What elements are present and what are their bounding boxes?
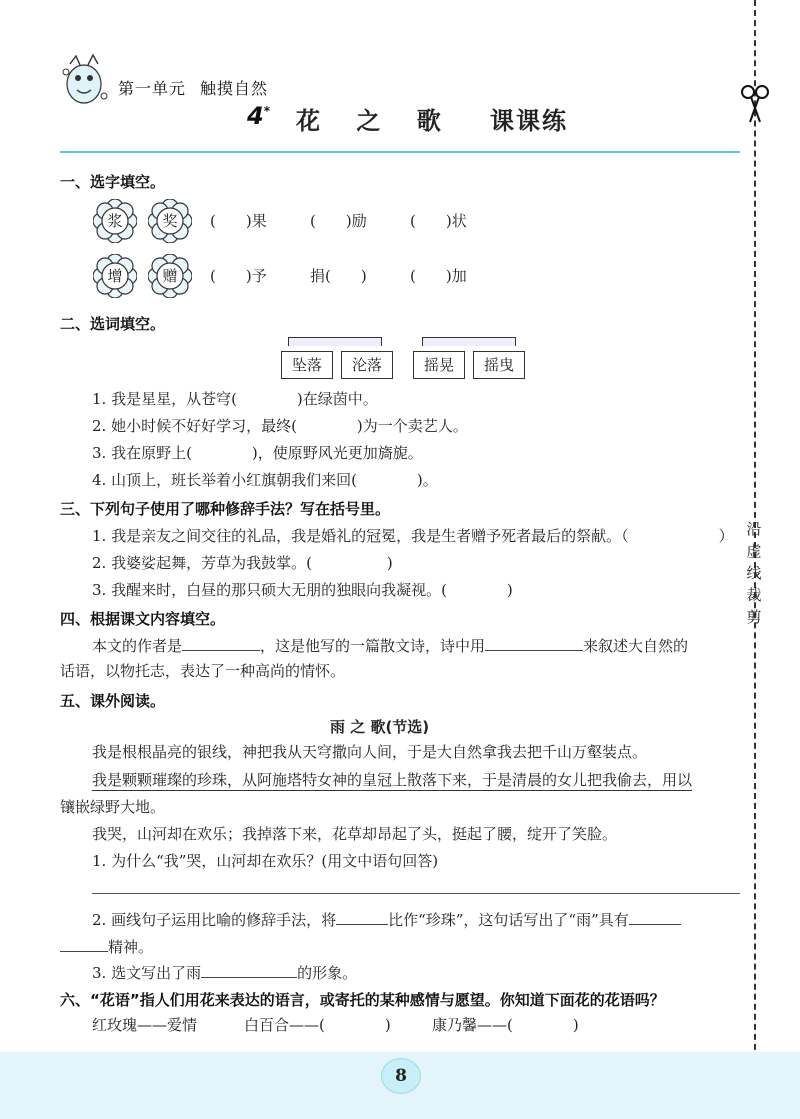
s1-row1-item-3[interactable]: ( )状 [410, 212, 467, 230]
s4-text-c: 来叙述大自然的 [583, 637, 689, 655]
s1-row2-item-2[interactable]: 捐( ) [310, 267, 367, 285]
answer-line[interactable] [92, 893, 740, 894]
flower-char-3 [93, 254, 137, 298]
unit-label [118, 76, 268, 99]
reading-p2-underlined: 我是颗颗璀璨的珍珠，从阿施塔特女神的皇冠上散落下来，于是清晨的女儿把我偷去，用以 [92, 771, 693, 789]
s3-question-2[interactable]: 2. 我婆娑起舞，芳草为我鼓掌。( ) [92, 554, 393, 572]
s5-question-2 [92, 908, 681, 930]
s5-question-1: 1. 为什么“我”哭，山河却在欢乐？(用文中语句回答) [92, 852, 439, 870]
flower-language-lily[interactable]: 白百合——( ) [244, 1016, 391, 1034]
word-card-clip-2 [422, 337, 516, 346]
section-1-title: 一、选字填空。 [60, 173, 166, 191]
word-card-4: 摇曳 [473, 351, 525, 379]
flower-language-carnation[interactable]: 康乃馨——( ) [432, 1016, 579, 1034]
s4-text-b: ，这是他写的一篇散文诗，诗中用 [260, 637, 486, 655]
s3-question-1[interactable]: 1. 我是亲友之间交往的礼品，我是婚礼的冠冕，我是生者赠予死者最后的祭献。（ ） [92, 527, 734, 545]
lesson-title: 花 之 歌 [296, 107, 455, 135]
s5-q3-text-b: 的形象。 [297, 964, 358, 982]
flower-language-rose: 红玫瑰——爱情 [92, 1016, 198, 1034]
s4-text-a: 本文的作者是 [92, 637, 183, 655]
flower-char-1-text: 浆 [107, 212, 123, 230]
reading-paragraph-2 [92, 770, 692, 790]
s5-question-3 [92, 961, 357, 983]
section-6-title: 六、“花语”指人们用花来表达的语言，或寄托的某种感情与愿望。你知道下面花的花语吗？ [60, 991, 665, 1009]
flower-char-2-text: 奖 [162, 212, 178, 230]
author-blank[interactable] [182, 634, 260, 651]
s5-question-2-cont [60, 935, 153, 957]
metaphor-blank[interactable] [336, 908, 388, 925]
s1-row2-item-3[interactable]: ( )加 [410, 267, 467, 285]
section-2-title: 二、选词填空。 [60, 315, 166, 333]
scissors-icon [740, 84, 770, 124]
mascot-illustration [58, 52, 110, 108]
lesson-mark: * [263, 104, 270, 118]
reading-paragraph-1: 我是根根晶亮的银线，神把我从天穹撒向人间，于是大自然拿我去把千山万壑装点。 [92, 743, 648, 761]
section-3-title: 三、下列句子使用了哪种修辞手法？写在括号里。 [60, 500, 391, 518]
flower-char-4-text: 赠 [162, 267, 178, 285]
spirit-blank-1[interactable] [629, 908, 681, 925]
lesson-number [247, 102, 270, 130]
unit-theme: 触摸自然 [200, 79, 269, 98]
section-5-title: 五、课外阅读。 [60, 692, 166, 710]
s5-q3-text-a: 3. 选文写出了雨 [92, 964, 202, 982]
s5-q2-text-c: 精神。 [108, 938, 154, 956]
s5-q2-text-a: 2. 画线句子运用比喻的修辞手法，将 [92, 911, 337, 929]
underlined-sentence [92, 771, 692, 791]
word-card-2: 沦落 [341, 351, 393, 379]
word-card-clip-1 [288, 337, 382, 346]
flower-char-1 [93, 199, 137, 243]
spirit-blank-2[interactable] [60, 935, 108, 952]
flower-char-3-text: 增 [107, 267, 123, 285]
s5-q2-text-b: 比作“珍珠”，这句话写出了“雨”具有 [388, 911, 629, 929]
word-card-3: 摇晃 [413, 351, 465, 379]
reading-title: 雨 之 歌(节选) [330, 718, 430, 736]
flower-char-2 [148, 199, 192, 243]
person-blank[interactable] [485, 634, 583, 651]
s2-question-2[interactable]: 2. 她小时候不好好学习，最终( )为一个卖艺人。 [92, 417, 468, 435]
word-card-1: 坠落 [281, 351, 333, 379]
unit-number: 第一单元 [118, 79, 187, 98]
practice-label: 课课练 [490, 107, 568, 135]
lesson-number-value: 4 [247, 102, 264, 130]
page-number: 8 [381, 1058, 421, 1094]
image-blank[interactable] [201, 961, 297, 978]
reading-paragraph-2-cont: 镶嵌绿野大地。 [60, 798, 166, 816]
cut-note: 沿虚线裁剪 [746, 520, 762, 626]
s4-line-1 [92, 634, 688, 656]
section-4-title: 四、根据课文内容填空。 [60, 610, 226, 628]
s1-row1-item-2[interactable]: ( )励 [310, 212, 367, 230]
flower-char-4 [148, 254, 192, 298]
s2-question-4[interactable]: 4. 山顶上，班长举着小红旗朝我们来回( )。 [92, 471, 438, 489]
s1-row1-item-1[interactable]: ( )果 [210, 212, 267, 230]
reading-paragraph-3: 我哭，山河却在欢乐；我掉落下来，花草却昂起了头，挺起了腰，绽开了笑脸。 [92, 825, 618, 843]
s4-line-2: 话语，以物托志，表达了一种高尚的情怀。 [60, 662, 346, 680]
s1-row2-item-1[interactable]: ( )予 [210, 267, 267, 285]
s2-question-3[interactable]: 3. 我在原野上( )，使原野风光更加旖旎。 [92, 444, 423, 462]
header-divider [60, 151, 740, 153]
s3-question-3[interactable]: 3. 我醒来时，白昼的那只硕大无朋的独眼向我凝视。( ) [92, 581, 513, 599]
s2-question-1[interactable]: 1. 我是星星，从苍穹( )在绿茵中。 [92, 390, 378, 408]
